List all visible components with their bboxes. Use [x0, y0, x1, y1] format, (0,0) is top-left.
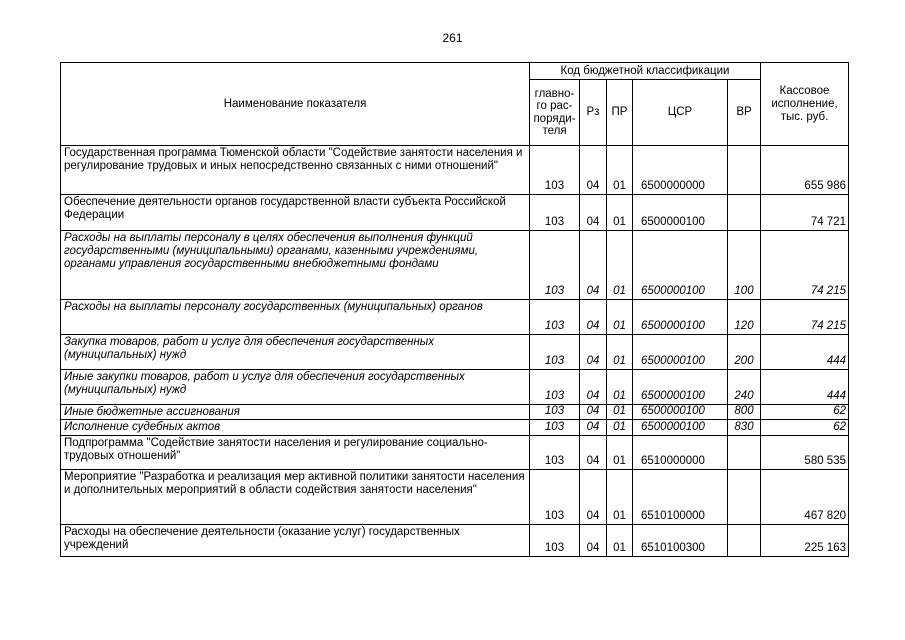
table-row	[61, 436, 849, 470]
table-row	[61, 195, 849, 231]
row-csr: 6500000100	[633, 335, 728, 370]
row-name: Иные бюджетные ассигнования	[61, 405, 530, 420]
row-rz: 04	[580, 405, 607, 420]
row-rz: 04	[580, 231, 607, 300]
row-rz: 04	[580, 436, 607, 470]
page-number: 261	[442, 31, 463, 45]
row-pr: 01	[607, 420, 633, 436]
row-glav: 103	[530, 231, 580, 300]
row-rz: 04	[580, 525, 607, 557]
row-name: Государственная программа Тюменской области "Содействие занятости населения и регулирование трудовых и иных непосредственно связанных с ними отношений"	[61, 146, 530, 195]
row-rz: 04	[580, 195, 607, 231]
row-vr	[728, 470, 761, 525]
row-glav: 103	[530, 405, 580, 420]
row-vr: 100	[728, 231, 761, 300]
header-code-group: Код бюджетной классификации	[530, 63, 761, 80]
row-glav: 103	[530, 146, 580, 195]
header-csr: ЦСР	[633, 80, 728, 146]
row-amount: 74 721	[761, 195, 849, 231]
row-rz: 04	[580, 470, 607, 525]
header-name: Наименование показателя	[61, 63, 530, 146]
row-vr: 240	[728, 370, 761, 405]
table-row	[61, 231, 849, 300]
table-row	[61, 335, 849, 370]
table-row	[61, 370, 849, 405]
row-pr: 01	[607, 195, 633, 231]
row-amount: 225 163	[761, 525, 849, 557]
header-pr: ПР	[607, 80, 633, 146]
row-name: Закупка товаров, работ и услуг для обеспечения государственных (муниципальных) нужд	[61, 335, 530, 370]
table-row	[61, 300, 849, 335]
header-amount: Кассовое исполнение, тыс. руб.	[761, 63, 849, 146]
row-rz: 04	[580, 146, 607, 195]
row-vr	[728, 525, 761, 557]
row-glav: 103	[530, 300, 580, 335]
row-csr: 6500000100	[633, 300, 728, 335]
row-name: Расходы на выплаты персоналу государственных (муниципальных) органов	[61, 300, 530, 335]
row-name: Расходы на выплаты персоналу в целях обеспечения выполнения функций государственными (муниципальными) органами, казенными учреждениями, органами управления государственными внебюджетными фондами	[61, 231, 530, 300]
row-vr	[728, 195, 761, 231]
row-pr: 01	[607, 436, 633, 470]
row-amount: 467 820	[761, 470, 849, 525]
budget-table	[60, 62, 849, 557]
row-pr: 01	[607, 370, 633, 405]
row-pr: 01	[607, 146, 633, 195]
row-rz: 04	[580, 370, 607, 405]
row-amount: 62	[761, 405, 849, 420]
row-glav: 103	[530, 436, 580, 470]
table-row	[61, 470, 849, 525]
row-pr: 01	[607, 405, 633, 420]
row-name: Подпрограмма "Содействие занятости населения и регулирование социально-трудовых отношений"	[61, 436, 530, 470]
row-pr: 01	[607, 300, 633, 335]
row-name: Обеспечение деятельности органов государственной власти субъекта Российской Федерации	[61, 195, 530, 231]
row-amount: 74 215	[761, 300, 849, 335]
row-glav: 103	[530, 420, 580, 436]
row-pr: 01	[607, 470, 633, 525]
row-vr: 830	[728, 420, 761, 436]
row-glav: 103	[530, 525, 580, 557]
row-name: Расходы на обеспечение деятельности (оказание услуг) государственных учреждений	[61, 525, 530, 557]
row-vr: 120	[728, 300, 761, 335]
row-vr: 200	[728, 335, 761, 370]
header-rz: Рз	[580, 80, 607, 146]
row-pr: 01	[607, 525, 633, 557]
table-row	[61, 405, 849, 420]
row-name: Исполнение судебных актов	[61, 420, 530, 436]
row-glav: 103	[530, 370, 580, 405]
row-csr: 6500000100	[633, 420, 728, 436]
header-vr: ВР	[728, 80, 761, 146]
row-csr: 6500000100	[633, 195, 728, 231]
table-row	[61, 146, 849, 195]
row-rz: 04	[580, 420, 607, 436]
row-amount: 444	[761, 370, 849, 405]
table-row	[61, 525, 849, 557]
row-csr: 6510100300	[633, 525, 728, 557]
row-amount: 655 986	[761, 146, 849, 195]
row-vr: 800	[728, 405, 761, 420]
row-csr: 6500000100	[633, 370, 728, 405]
row-csr: 6500000100	[633, 231, 728, 300]
row-vr	[728, 436, 761, 470]
row-pr: 01	[607, 231, 633, 300]
row-amount: 62	[761, 420, 849, 436]
row-glav: 103	[530, 335, 580, 370]
row-vr	[728, 146, 761, 195]
row-csr: 6510100000	[633, 470, 728, 525]
header-glav: главно-го рас-поряди-теля	[530, 80, 580, 146]
row-name: Мероприятие "Разработка и реализация мер активной политики занятости населения и дополнительных мероприятий в области содействия занятости населения"	[61, 470, 530, 525]
row-csr: 6500000100	[633, 405, 728, 420]
row-pr: 01	[607, 335, 633, 370]
row-csr: 6500000000	[633, 146, 728, 195]
row-glav: 103	[530, 195, 580, 231]
row-amount: 444	[761, 335, 849, 370]
row-amount: 580 535	[761, 436, 849, 470]
row-amount: 74 215	[761, 231, 849, 300]
row-csr: 6510000000	[633, 436, 728, 470]
table-row	[61, 420, 849, 436]
row-glav: 103	[530, 470, 580, 525]
row-name: Иные закупки товаров, работ и услуг для обеспечения государственных (муниципальных) нужд	[61, 370, 530, 405]
row-rz: 04	[580, 335, 607, 370]
row-rz: 04	[580, 300, 607, 335]
